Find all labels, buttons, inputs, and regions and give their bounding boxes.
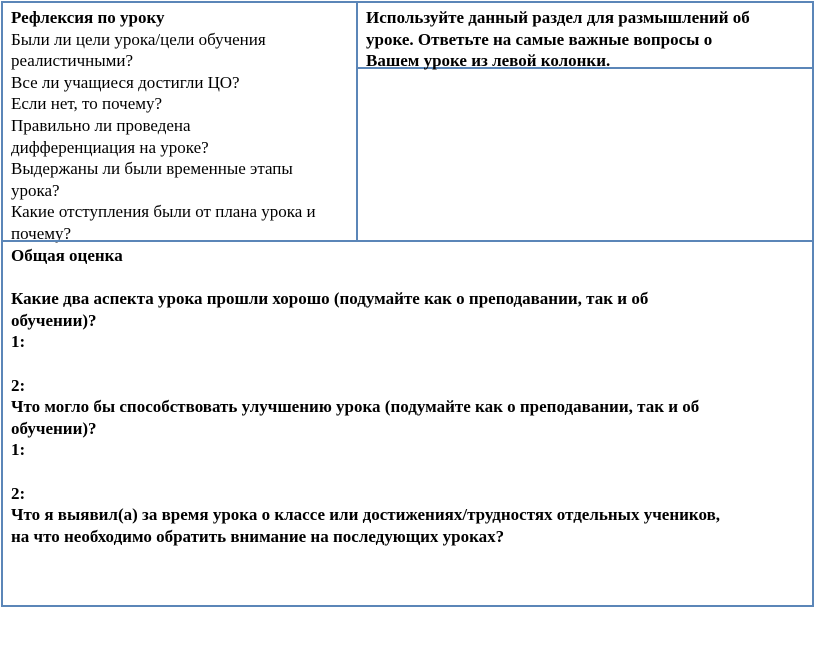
spacer: [11, 267, 804, 289]
reflection-questions-cell: [1, 1, 358, 242]
reflection-question-line: Все ли учащиеся достигли ЦО?: [11, 72, 240, 92]
question-2-answer-2[interactable]: 2:: [11, 483, 26, 503]
reflection-instructions-cell: [356, 1, 814, 69]
reflection-question-line: Какие отступления были от плана урока и: [11, 202, 316, 222]
question-1-answer-2[interactable]: 2:: [11, 375, 26, 395]
reflection-question-line: почему?: [11, 223, 72, 243]
reflection-question-line: реалистичными?: [11, 51, 134, 71]
reflection-table: [1, 1, 814, 607]
overall-assessment-heading: Общая оценка: [11, 246, 123, 265]
question-1-line: Какие два аспекта урока прошли хорошо (подумайте как о преподавании, так и об: [11, 289, 649, 309]
spacer: [11, 461, 804, 483]
overall-assessment-cell: [1, 240, 814, 607]
reflection-question-line: Правильно ли проведена: [11, 115, 191, 135]
spacer: [11, 353, 804, 375]
reflection-question-line: Были ли цели урока/цели обучения: [11, 29, 266, 49]
reflection-question-line: урока?: [11, 180, 60, 200]
instructions-line: Вашем уроке из левой колонки.: [366, 51, 611, 71]
reflection-question-line: Выдержаны ли были временные этапы: [11, 159, 293, 179]
reflection-answer-cell[interactable]: [356, 67, 814, 242]
question-2-answer-1[interactable]: 1:: [11, 440, 26, 460]
reflection-question-line: дифференциация на уроке?: [11, 137, 209, 157]
question-3-line: Что я выявил(а) за время урока о классе или достижениях/трудностях отдельных учеников,: [11, 505, 720, 525]
reflection-question-line: Если нет, то почему?: [11, 94, 163, 114]
question-1-line: обучении)?: [11, 310, 97, 330]
reflection-heading: Рефлексия по уроку: [11, 8, 165, 27]
question-3-line: на что необходимо обратить внимание на последующих уроках?: [11, 526, 505, 546]
question-2-line: Что могло бы способствовать улучшению урока (подумайте как о преподавании, так и об: [11, 397, 700, 417]
instructions-line: уроке. Ответьте на самые важные вопросы о: [366, 29, 713, 49]
question-1-answer-1[interactable]: 1:: [11, 332, 26, 352]
instructions-line: Используйте данный раздел для размышлений об: [366, 8, 750, 27]
question-2-line: обучении)?: [11, 418, 97, 438]
